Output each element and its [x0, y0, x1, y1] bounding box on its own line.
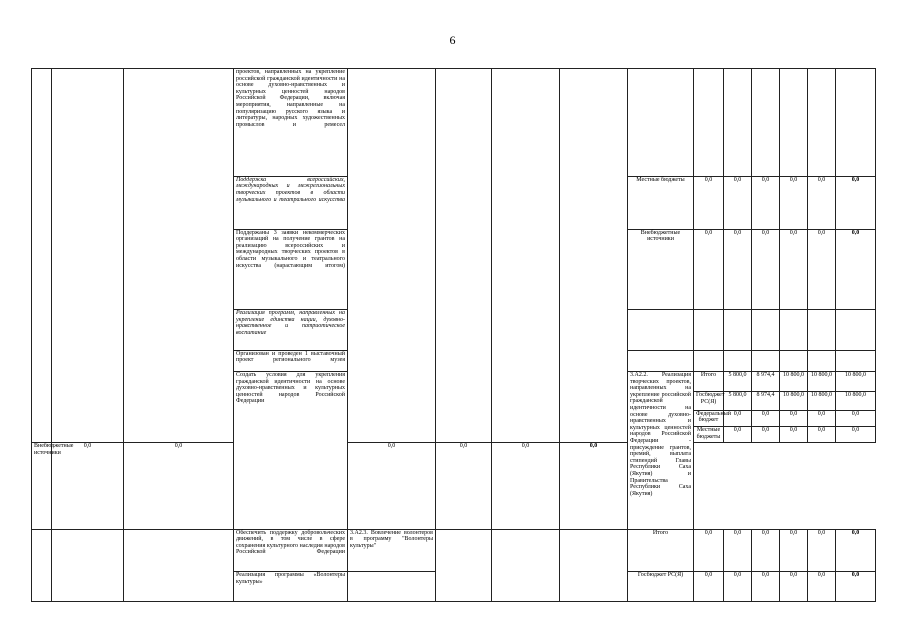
value-cell: 10 800,0 — [808, 372, 836, 392]
goal-text: Реализация программы «Волонтеры культуры» — [234, 572, 348, 602]
value-cell: 0,0 — [694, 176, 724, 229]
value-cell: 0,0 — [752, 426, 780, 442]
table-row — [32, 529, 876, 572]
value-cell: 0,0 — [836, 410, 876, 426]
value-cell: 0,0 — [780, 529, 808, 572]
table-row — [32, 69, 876, 177]
value-cell: 0,0 — [348, 443, 436, 529]
value-cell: 10 800,0 — [780, 392, 808, 410]
goal-text: Создать условия для укрепления гражданской идентичности на основе духовно-нравственных и культурных ценностей народов Российской Федерации — [234, 372, 348, 530]
value-cell: 0,0 — [780, 176, 808, 229]
source-cell: Местные бюджеты — [628, 176, 694, 229]
goal-text: Обеспечить поддержку добровольческих движений, в том числе в сфере сохранения культурного наследия народов Российской Федерации — [234, 529, 348, 572]
value-cell: 10 800,0 — [780, 372, 808, 392]
value-cell: 0,0 — [436, 443, 492, 529]
value-cell: 0,0 — [752, 410, 780, 426]
value-cell: 0,0 — [780, 410, 808, 426]
value-cell: 0,0 — [836, 426, 876, 442]
project-text-1: проектов, направленных на укрепление российской гражданской идентичности на основе духовно-нравственных и культурных ценностей народов Российской Федерации, включая мероприятия, направленные на популяризацию русского языка и литературы, народных художественных промыслов и ремесел — [234, 69, 348, 177]
source-cell: Госбюджет РС(Я) — [694, 392, 724, 410]
value-cell: 0,0 — [808, 229, 836, 309]
value-cell: 0,0 — [52, 443, 124, 529]
value-cell: 0,0 — [124, 443, 234, 529]
table-row — [32, 443, 876, 529]
value-cell: 5 800,0 — [724, 392, 752, 410]
total-cell: 0,0 — [560, 443, 628, 529]
measure-text: 3.А2.2. Реализация творческих проектов, направленных на укрепление российской гражданской идентичности на основе духовно-нравственных и культурных ценностей народов Российской Федерации - присуждение грантов, премий, выплата стипендий Главы Республики Саха (Якутия) и Правительства Республики Саха (Якутия) — [628, 372, 694, 530]
source-cell: Итого — [628, 529, 694, 572]
value-cell: 0,0 — [752, 229, 780, 309]
value-cell: 0,0 — [808, 572, 836, 602]
value-cell: 0,0 — [724, 176, 752, 229]
value-cell: 0,0 — [724, 426, 752, 442]
value-cell: 0,0 — [694, 229, 724, 309]
total-cell: 0,0 — [836, 229, 876, 309]
value-cell: 5 800,0 — [724, 372, 752, 392]
value-cell: 8 974,4 — [752, 372, 780, 392]
value-cell: 0,0 — [724, 529, 752, 572]
source-cell: Госбюджет РС(Я) — [628, 572, 694, 602]
budget-table — [31, 68, 876, 602]
value-cell: 0,0 — [780, 572, 808, 602]
value-cell: 0,0 — [492, 443, 560, 529]
page-number: 6 — [449, 33, 456, 47]
source-cell: Внебюджетные источники — [32, 443, 52, 529]
measure-text: 3.А2.3. Вовлечение волонтеров в программу "Волонтеры культуры" — [348, 529, 436, 572]
value-cell: 0,0 — [724, 572, 752, 602]
source-cell: Местные бюджеты — [694, 426, 724, 442]
project-text-5: Организован и проведен 1 выставочный проект регионального музея — [234, 350, 348, 371]
value-cell: 0,0 — [808, 176, 836, 229]
value-cell: 0,0 — [808, 529, 836, 572]
value-cell: 0,0 — [752, 176, 780, 229]
total-cell: 0,0 — [836, 176, 876, 229]
source-cell: Федеральный бюджет — [694, 410, 724, 426]
value-cell: 0,0 — [752, 529, 780, 572]
project-text-2: Поддержка всероссийских, международных и межрегиональных творческих проектов в области музыкального и театрального искусства — [234, 176, 348, 229]
source-cell: Итого — [694, 372, 724, 392]
value-cell: 0,0 — [724, 229, 752, 309]
value-cell: 0,0 — [780, 229, 808, 309]
value-cell: 10 800,0 — [808, 392, 836, 410]
value-cell: 0,0 — [780, 426, 808, 442]
value-cell: 10 800,0 — [836, 372, 876, 392]
project-text-4: Реализация программ, направленных на укрепление единства нации, духовно-нравственное и патриотическое воспитание — [234, 310, 348, 351]
value-cell: 8 974,4 — [752, 392, 780, 410]
value-cell: 0,0 — [808, 410, 836, 426]
value-cell: 0,0 — [808, 426, 836, 442]
source-cell: Внебюджетные источники — [628, 229, 694, 309]
value-cell: 0,0 — [694, 529, 724, 572]
value-cell: 0,0 — [724, 410, 752, 426]
value-cell: 0,0 — [694, 572, 724, 602]
value-cell: 10 800,0 — [836, 392, 876, 410]
total-cell: 0,0 — [836, 529, 876, 572]
total-cell: 0,0 — [836, 572, 876, 602]
project-text-3: Поддержаны 3 заявки некоммерческих организаций на получение грантов на реализацию всероссийских и международных творческих проектов в области музыкального и театрального искусства (нарастающим итогом) — [234, 229, 348, 309]
value-cell: 0,0 — [752, 572, 780, 602]
